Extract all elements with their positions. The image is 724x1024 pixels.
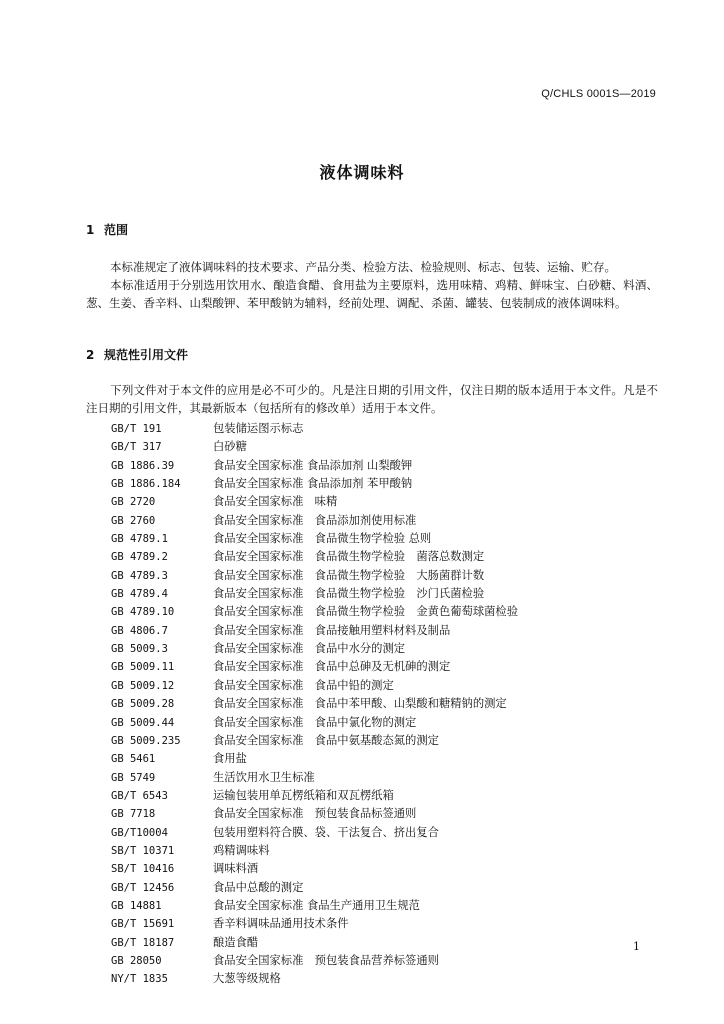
scope-paragraph-1 (86, 258, 658, 276)
reference-title: 食品安全国家标准 预包装食品营养标签通则 (213, 953, 439, 967)
reference-item (111, 915, 631, 933)
reference-code: GB/T 18187 (111, 936, 175, 949)
reference-title: 食品安全国家标准 食品中铅的测定 (213, 678, 394, 692)
reference-title: 食品安全国家标准 食品微生物学检验 菌落总数测定 (213, 550, 485, 564)
reference-code: GB 4789.4 (111, 588, 168, 601)
reference-item (111, 824, 631, 842)
section-2-number: 2 (86, 348, 95, 362)
reference-item (111, 585, 631, 603)
reference-title: 食品安全国家标准 食品生产通用卫生规范 (213, 898, 420, 912)
reference-item (111, 787, 631, 805)
reference-title: 食品安全国家标准 食品中水分的测定 (213, 642, 406, 656)
reference-item (111, 622, 631, 640)
reference-item (111, 952, 631, 970)
reference-title: 食品安全国家标准 食品中总砷及无机砷的测定 (213, 660, 451, 674)
section-2-heading (86, 346, 188, 363)
section-1-heading (86, 221, 128, 238)
reference-title: 大葱等级规格 (213, 972, 281, 986)
reference-title: 食品安全国家标准 食品中氯化物的测定 (213, 715, 417, 729)
reference-title: 包装用塑料符合膜、袋、干法复合、挤出复合 (213, 825, 439, 839)
reference-item (111, 897, 631, 915)
scope-paragraph-2 (86, 276, 658, 312)
reference-title: 食用盐 (213, 752, 247, 766)
reference-title: 鸡精调味料 (213, 843, 270, 857)
reference-title: 食品安全国家标准 食品添加剂 苯甲酸钠 (213, 477, 413, 491)
reference-item (111, 475, 631, 493)
reference-code: GB 5009.28 (111, 698, 175, 711)
reference-title: 食品安全国家标准 食品微生物学检验 金黄色葡萄球菌检验 (213, 605, 519, 619)
reference-item (111, 548, 631, 566)
reference-title: 酿造食醋 (213, 935, 259, 949)
reference-code: SB/T 10371 (111, 844, 175, 857)
reference-code: GB 28050 (111, 954, 162, 967)
reference-item (111, 769, 631, 787)
reference-item (111, 842, 631, 860)
references-intro (86, 381, 658, 417)
reference-code: GB/T 317 (111, 441, 162, 454)
reference-title: 包装储运图示标志 (213, 422, 304, 435)
section-2-title: 规范性引用文件 (104, 348, 189, 362)
reference-item (111, 695, 631, 713)
reference-code: GB 4789.1 (111, 533, 168, 546)
references-intro-text: 下列文件对于本文件的应用是必不可少的。凡是注日期的引用文件，仅注日期的版本适用于本文件。凡是不注日期的引用文件，其最新版本（包括所有的修改单）适用于本文件。 (86, 383, 658, 415)
reference-code: GB 14881 (111, 899, 162, 912)
section-1-title: 范围 (104, 223, 129, 237)
reference-item (111, 805, 631, 823)
reference-item (111, 934, 631, 952)
reference-item (111, 512, 631, 530)
reference-item (111, 860, 631, 878)
document-title: 液体调味料 (319, 163, 405, 182)
reference-item (111, 567, 631, 585)
reference-code: GB 2720 (111, 496, 156, 509)
reference-code: GB/T 191 (111, 423, 162, 435)
reference-item (111, 750, 631, 768)
reference-title: 食品安全国家标准 食品添加剂使用标准 (213, 513, 417, 527)
reference-title: 食品安全国家标准 味精 (213, 495, 338, 509)
reference-code: GB/T 12456 (111, 881, 175, 894)
reference-title: 食品安全国家标准 食品中氨基酸态氮的测定 (213, 733, 439, 747)
reference-code: GB/T 15691 (111, 918, 175, 931)
reference-item (111, 714, 631, 732)
reference-code: GB 4789.3 (111, 569, 168, 582)
reference-code: GB 4789.10 (111, 606, 175, 619)
reference-title: 食品安全国家标准 食品中苯甲酸、山梨酸和糖精钠的测定 (213, 697, 507, 711)
reference-code: GB/T 6543 (111, 789, 168, 802)
reference-item (111, 603, 631, 621)
reference-code: GB 5009.235 (111, 734, 181, 747)
reference-list (111, 420, 631, 989)
reference-code: GB 5009.11 (111, 661, 175, 674)
reference-code: GB 5749 (111, 771, 156, 784)
reference-item (111, 640, 631, 658)
reference-code: GB 5009.3 (111, 643, 168, 656)
reference-code: GB 2760 (111, 514, 156, 527)
reference-title: 食品安全国家标准 食品微生物学检验 大肠菌群计数 (213, 568, 485, 582)
reference-code: GB 5009.12 (111, 679, 175, 692)
reference-code: GB 1886.184 (111, 478, 181, 491)
standard-code: Q/CHLS 0001S—2019 (541, 88, 656, 100)
reference-title: 香辛料调味品通用技术条件 (213, 917, 349, 931)
reference-code: GB 7718 (111, 808, 156, 821)
reference-item (111, 879, 631, 897)
reference-code: NY/T 1835 (111, 973, 168, 986)
reference-title: 食品安全国家标准 食品微生物学检验 总则 (213, 532, 432, 546)
reference-title: 运输包装用单瓦楞纸箱和双瓦楞纸箱 (213, 788, 394, 802)
scope-paragraph-2-text: 本标准适用于分别选用饮用水、酿造食醋、食用盐为主要原料，选用味精、鸡精、鲜味宝、白砂糖、料酒、葱、生姜、香辛料、山梨酸钾、苯甲酸钠为辅料，经前处理、调配、杀菌、罐装、包装制成的液体调味料。 (86, 278, 658, 310)
reference-item (111, 420, 631, 438)
page-number: 1 (633, 940, 640, 953)
reference-title: 食品安全国家标准 预包装食品标签通则 (213, 807, 417, 821)
reference-code: GB 5461 (111, 753, 156, 766)
reference-title: 食品中总酸的测定 (213, 880, 304, 894)
reference-item (111, 438, 631, 456)
reference-title: 食品安全国家标准 食品添加剂 山梨酸钾 (213, 458, 413, 472)
reference-item (111, 677, 631, 695)
reference-code: SB/T 10416 (111, 863, 175, 876)
reference-item (111, 658, 631, 676)
section-1-number: 1 (86, 223, 95, 237)
reference-title: 白砂糖 (213, 440, 247, 454)
scope-paragraph-1-text: 本标准规定了液体调味料的技术要求、产品分类、检验方法、检验规则、标志、包装、运输、贮存。 (110, 260, 616, 274)
reference-code: GB 4806.7 (111, 624, 168, 637)
reference-code: GB 4789.2 (111, 551, 168, 564)
reference-item (111, 457, 631, 475)
reference-title: 生活饮用水卫生标准 (213, 770, 315, 784)
reference-item (111, 732, 631, 750)
reference-title: 食品安全国家标准 食品接触用塑料材料及制品 (213, 623, 451, 637)
reference-title: 调味料酒 (213, 862, 259, 876)
reference-title: 食品安全国家标准 食品微生物学检验 沙门氏菌检验 (213, 587, 485, 601)
reference-code: GB/T10004 (111, 826, 168, 839)
reference-code: GB 5009.44 (111, 716, 175, 729)
reference-item (111, 970, 631, 988)
reference-item (111, 530, 631, 548)
reference-item (111, 493, 631, 511)
reference-code: GB 1886.39 (111, 459, 175, 472)
